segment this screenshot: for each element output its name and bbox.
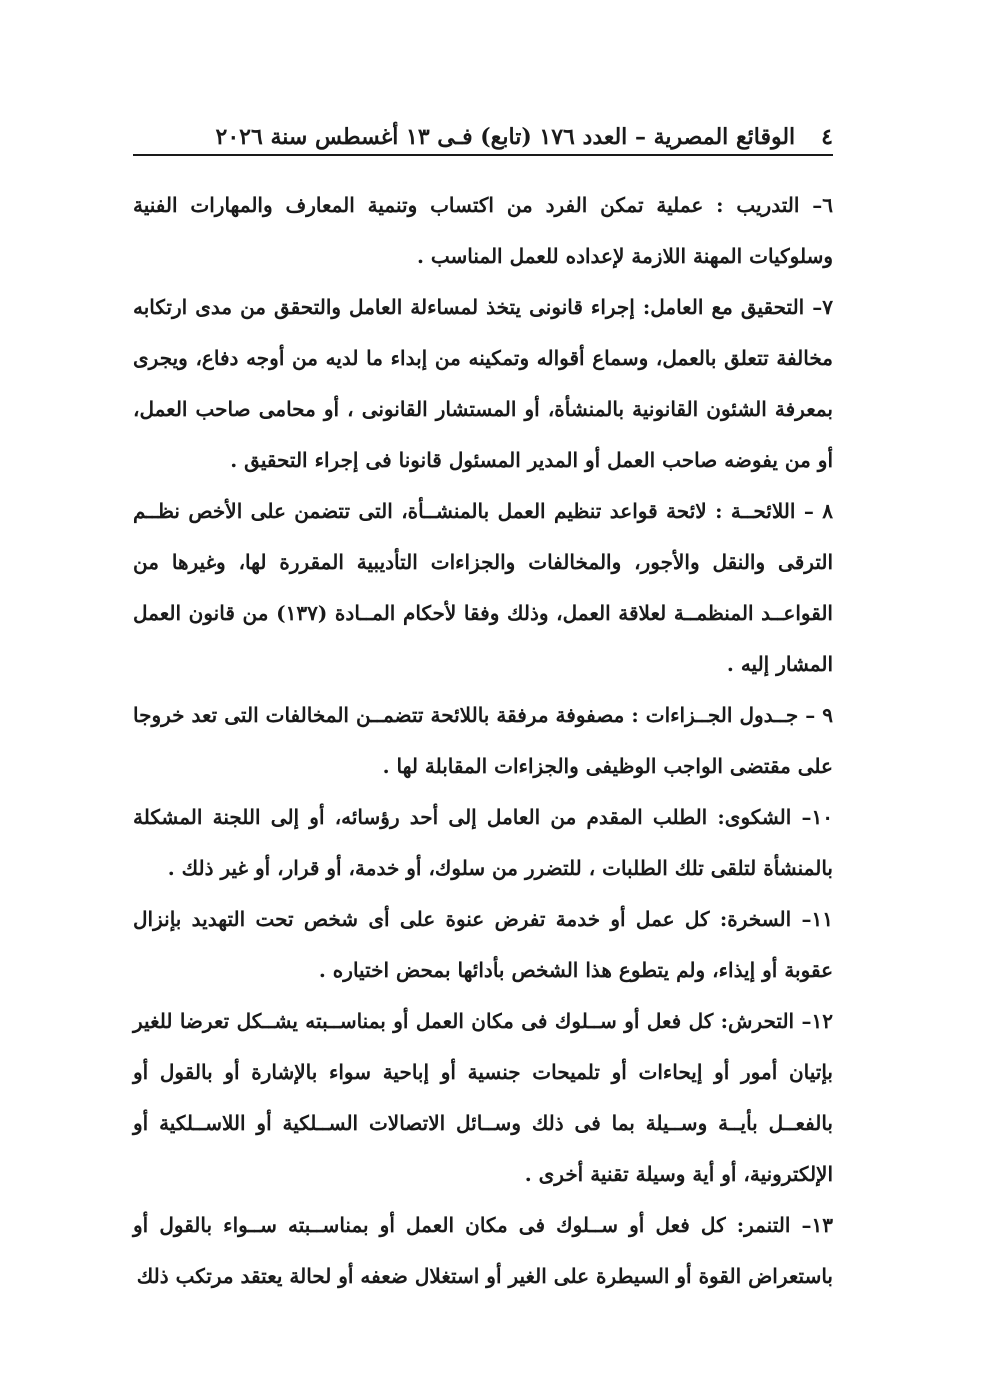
page-number: ٤ xyxy=(821,124,833,150)
document-body xyxy=(133,180,833,1302)
definition-regulations: ٨ – اللائحــة : لائحة قواعد تنظيم العمل بالمنشــأة، التى تتضمن على الأخص نظــم الترقى والنقل والأجور، والمخالفات والجزاءات التأديبية المقررة لها، وغيرها من القواعــد المنظمــة لعلاقة العمل، وذلك وفقا لأحكام المــادة (١٣٧) من قانون العمل المشار إليه . xyxy=(133,499,833,676)
definition-bullying: ١٣– التنمر: كل فعل أو ســلوك فى مكان العمل أو بمناســبته ســواء بالقول أو باستعراض القوة أو السيطرة على الغير أو استغلال ضعفه أو لحالة يعتقد مرتكب ذلك xyxy=(133,1213,833,1288)
definition-penalties-table: ٩ – جــدول الجــزاءات : مصفوفة مرفقة باللائحة تتضمــن المخالفات التى تعد خروجا على مقتضى الواجب الوظيفى والجزاءات المقابلة لها . xyxy=(133,703,833,778)
definition-investigation: ٧– التحقيق مع العامل: إجراء قانونى يتخذ لمساءلة العامل والتحقق من مدى ارتكابه مخالفة تتعلق بالعمل، وسماع أقواله وتمكينه من إبداء ما لديه من أوجه دفاع، ويجرى بمعرفة الشئون القانونية بالمنشأة، أو المستشار القانونى ، أو محامى صاحب العمل، أو من يفوضه صاحب العمل أو المدير المسئول قانونا فى إجراء التحقيق . xyxy=(133,295,833,472)
page-header xyxy=(133,110,833,148)
gazette-title: الوقائع المصرية – العدد ١٧٦ (تابع) فـى ١٣ أغسطس سنة ٢٠٢٦ xyxy=(215,124,796,150)
definition-training: ٦– التدريب : عملية تمكن الفرد من اكتساب وتنمية المعارف والمهارات الفنية وسلوكيات المهنة اللازمة لإعداده للعمل المناسب . xyxy=(133,193,833,268)
definition-forced-labor: ١١– السخرة: كل عمل أو خدمة تفرض عنوة على أى شخص تحت التهديد بإنزال عقوبة أو إيذاء، ولم يتطوع هذا الشخص بأدائها بمحض اختياره . xyxy=(133,907,833,982)
header-divider xyxy=(133,154,833,156)
definition-harassment: ١٢– التحرش: كل فعل أو ســلوك فى مكان العمل أو بمناســبته يشــكل تعرضا للغير بإتيان أمور أو إيحاءات أو تلميحات جنسية أو إباحية سواء بالإشارة أو بالقول أو بالفعــل بأيــة وســيلة بما فى ذلك وســائل الاتصالات الســلكية أو اللاســلكية أو الإلكترونية، أو أية وسيلة تقنية أخرى . xyxy=(133,1009,833,1186)
definition-complaint: ١٠– الشكوى: الطلب المقدم من العامل إلى أحد رؤسائه، أو إلى اللجنة المشكلة بالمنشأة لتلقى تلك الطلبات ، للتضرر من سلوك، أو خدمة، أو قرار، أو غير ذلك . xyxy=(133,805,833,880)
